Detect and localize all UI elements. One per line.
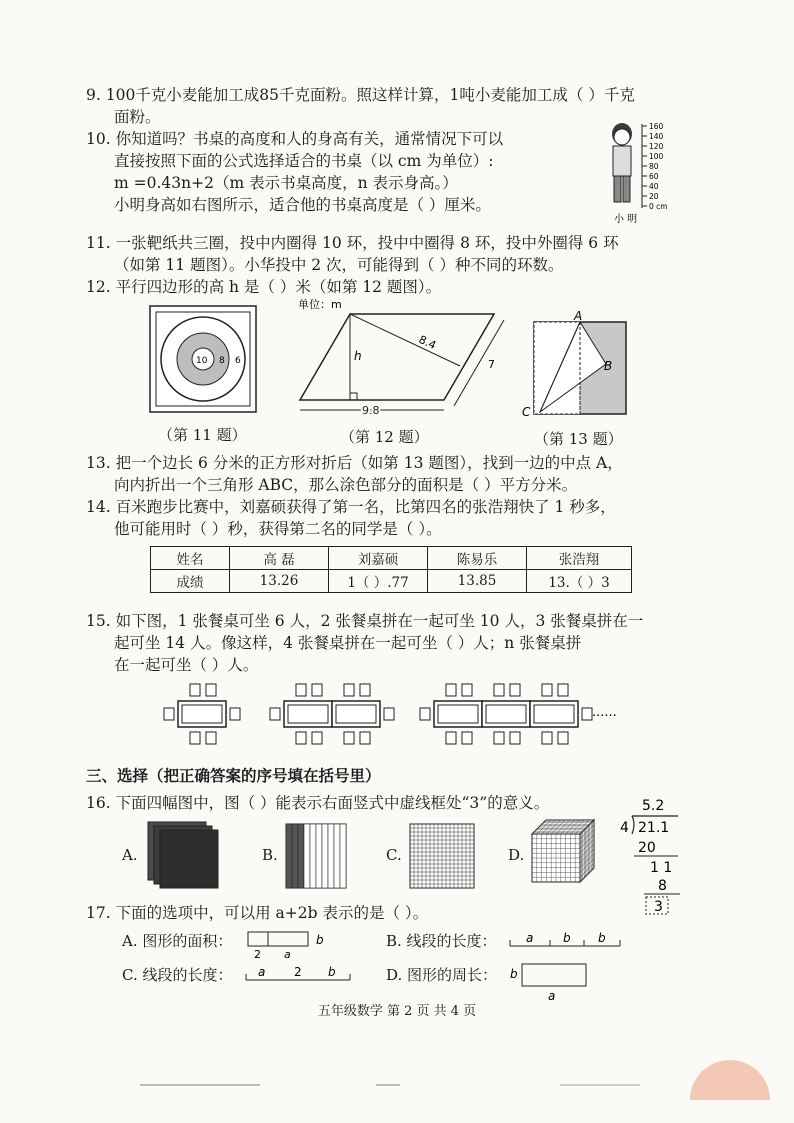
label-b: b (598, 931, 606, 945)
table-header: 高 磊 (230, 547, 329, 570)
q16-option-b: B. (262, 846, 278, 864)
q16-option-a: A. (122, 846, 138, 864)
label-b: b (316, 933, 324, 947)
scan-line (140, 1084, 260, 1086)
q13-line2: 向内折出一个三角形 ABC，那么涂色部分的面积是（ ）平方分米。 (114, 476, 578, 494)
corner-blob (690, 1060, 770, 1100)
q16-option-d: D. (508, 846, 525, 864)
ruler-tick: 80 (649, 162, 659, 171)
long-division (618, 796, 698, 920)
chair-icon (558, 732, 568, 744)
label-a: a (258, 965, 266, 979)
chair-icon (510, 684, 520, 696)
q16-option-c: C. (386, 846, 402, 864)
unit-label: 单位：m (298, 298, 342, 311)
continuation-dots: ······ (592, 709, 617, 724)
chair-icon (312, 684, 322, 696)
label-a: a (526, 931, 534, 945)
chair-icon (510, 732, 520, 744)
step-1: 20 (638, 840, 656, 856)
ruler-tick: 160 (649, 122, 664, 131)
q17-option-b: B. 线段的长度： (386, 932, 497, 950)
chair-icon (190, 684, 200, 696)
label-a: a (548, 989, 556, 1002)
q10-line3: m =0.43n+2（m 表示书桌高度，n 表示身高。） (114, 174, 458, 192)
chair-icon (206, 684, 216, 696)
chair-icon (558, 684, 568, 696)
quotient: 5.2 (642, 798, 665, 814)
q10-line2: 直接按照下面的公式选择适合的书桌（以 cm 为单位）: (114, 152, 494, 170)
table-cell: 13.85 (428, 570, 527, 593)
ring-6: 6 (235, 356, 241, 366)
ruler-tick: 20 (649, 192, 659, 201)
chair-icon (312, 732, 322, 744)
chair-icon (164, 708, 174, 720)
chair-icon (360, 684, 370, 696)
chair-icon (420, 708, 430, 720)
section-3-title: 三、选择（把正确答案的序号填在括号里） (86, 766, 381, 785)
divisor: 4 (620, 820, 629, 836)
label-a: a (284, 948, 291, 960)
q16-line1: 16. 下面四幅图中，图（ ）能表示右面竖式中虚线框处“3”的意义。 (86, 794, 550, 812)
table-header: 刘嘉硕 (329, 547, 428, 570)
step-2: 1 1 (650, 860, 673, 876)
point-c: C (522, 405, 531, 419)
grid-figure (408, 822, 478, 892)
folded-square-figure (518, 308, 636, 420)
table-cell: 13.（ ）3 (527, 570, 632, 593)
q17-d-figure (508, 958, 594, 1002)
target-figure (148, 304, 260, 416)
table-row (151, 570, 632, 593)
label-b: b (563, 931, 571, 945)
ruler-tick: 120 (649, 142, 664, 151)
ruler-tick: 60 (649, 172, 659, 181)
q17-line1: 17. 下面的选项中，可以用 a+2b 表示的是（ ）。 (86, 904, 429, 922)
label-9-8: 9.8 (362, 404, 380, 417)
q17-b-figure (508, 928, 626, 954)
q15-line1: 15. 如下图，1 张餐桌可坐 6 人，2 张餐桌拼在一起可坐 10 人，3 张餐桌拼在一 (86, 612, 644, 630)
page-footer: 五年级数学 第 2 页 共 4 页 (317, 1004, 477, 1019)
point-b: B (604, 359, 613, 373)
q14-line1: 14. 百米跑步比赛中，刘嘉硕获得了第一名，比第四名的张浩翔快了 1 秒多， (86, 498, 616, 516)
chair-icon (446, 684, 456, 696)
caption-q12: （第 12 题） (340, 428, 429, 446)
q17-c-figure (244, 962, 356, 988)
q17-option-a: A. 图形的面积： (122, 932, 233, 950)
table-cell: 成绩 (151, 570, 230, 593)
caption-q11: （第 11 题） (158, 426, 247, 444)
person-icon (612, 123, 632, 202)
caption-q13: （第 13 题） (534, 430, 623, 448)
label-8-4: 8.4 (416, 332, 439, 353)
table-header: 张浩翔 (527, 547, 632, 570)
person-label: 小 明 (614, 214, 638, 225)
table-row (151, 547, 632, 570)
q10-line4: 小明身高如右图所示，适合他的书桌高度是（ ）厘米。 (114, 196, 491, 214)
label-h: h (354, 349, 362, 363)
q15-line2: 起可坐 14 人。像这样，4 张餐桌拼在一起可坐（ ）人；n 张餐桌拼 (114, 634, 582, 652)
scan-line (376, 1084, 400, 1086)
parallelogram-figure (290, 296, 520, 420)
ruler-tick: 140 (649, 132, 664, 141)
chair-icon (296, 732, 306, 744)
q17-a-figure (246, 928, 332, 960)
ring-10: 10 (196, 356, 208, 366)
chair-icon (462, 732, 472, 744)
chair-icon (582, 708, 592, 720)
q13-line1: 13. 把一个边长 6 分米的正方形对折后（如第 13 题图），找到一边的中点 A， (86, 454, 623, 472)
chair-icon (462, 684, 472, 696)
chair-icon (296, 684, 306, 696)
q10-height-figure (600, 116, 680, 228)
table-cell: 1（ ）.77 (329, 570, 428, 593)
chair-icon (494, 732, 504, 744)
q9-line2: 面粉。 (114, 108, 161, 126)
q17-option-c: C. 线段的长度： (122, 966, 233, 984)
label-b: b (328, 965, 336, 979)
strips-figure (284, 822, 348, 892)
stacked-squares-figure (144, 818, 224, 892)
remainder: 3 (654, 899, 663, 915)
q9-line1: 9. 100千克小麦能加工成85千克面粉。照这样计算，1吨小麦能加工成（ ）千克 (86, 86, 635, 104)
tables-figure (156, 682, 636, 746)
table-header: 陈易乐 (428, 547, 527, 570)
chair-icon (344, 732, 354, 744)
label-b: b (510, 967, 518, 981)
cube-figure (530, 818, 604, 892)
chair-icon (494, 684, 504, 696)
chair-icon (542, 684, 552, 696)
chair-icon (542, 732, 552, 744)
label-2: 2 (254, 948, 261, 960)
ring-8: 8 (219, 356, 225, 366)
q12-line1: 12. 平行四边形的高 h 是（ ）米（如第 12 题图）。 (86, 278, 442, 296)
scan-line (560, 1084, 640, 1086)
table-header: 姓名 (151, 547, 230, 570)
q11-line1: 11. 一张靶纸共三圈，投中内圈得 10 环，投中中圈得 8 环，投中外圈得 6 环 (86, 234, 619, 252)
dividend: 21.1 (638, 820, 670, 836)
q11-line2: （如第 11 题图）。小华投中 2 次，可能得到（ ）种不同的环数。 (114, 256, 564, 274)
step-3: 8 (658, 878, 667, 894)
q14-line2: 他可能用时（ ）秒，获得第二名的同学是（ ）。 (114, 520, 442, 538)
label-2: 2 (294, 965, 302, 979)
ruler-tick: 40 (649, 182, 659, 191)
ruler-tick: 100 (649, 152, 664, 161)
q17-option-d: D. 图形的周长： (386, 966, 498, 984)
chair-icon (384, 708, 394, 720)
chair-icon (344, 684, 354, 696)
label-7: 7 (488, 358, 495, 371)
table-cell: 13.26 (230, 570, 329, 593)
q10-line1: 10. 你知道吗？书桌的高度和人的身高有关，通常情况下可以 (86, 130, 504, 148)
chair-icon (446, 732, 456, 744)
chair-icon (270, 708, 280, 720)
chair-icon (360, 732, 370, 744)
chair-icon (206, 732, 216, 744)
chair-icon (190, 732, 200, 744)
score-table (150, 546, 632, 593)
ruler-tick: 0 cm (649, 202, 668, 211)
chair-icon (230, 708, 240, 720)
point-a: A (574, 309, 583, 323)
q15-line3: 在一起可坐（ ）人。 (114, 656, 259, 674)
